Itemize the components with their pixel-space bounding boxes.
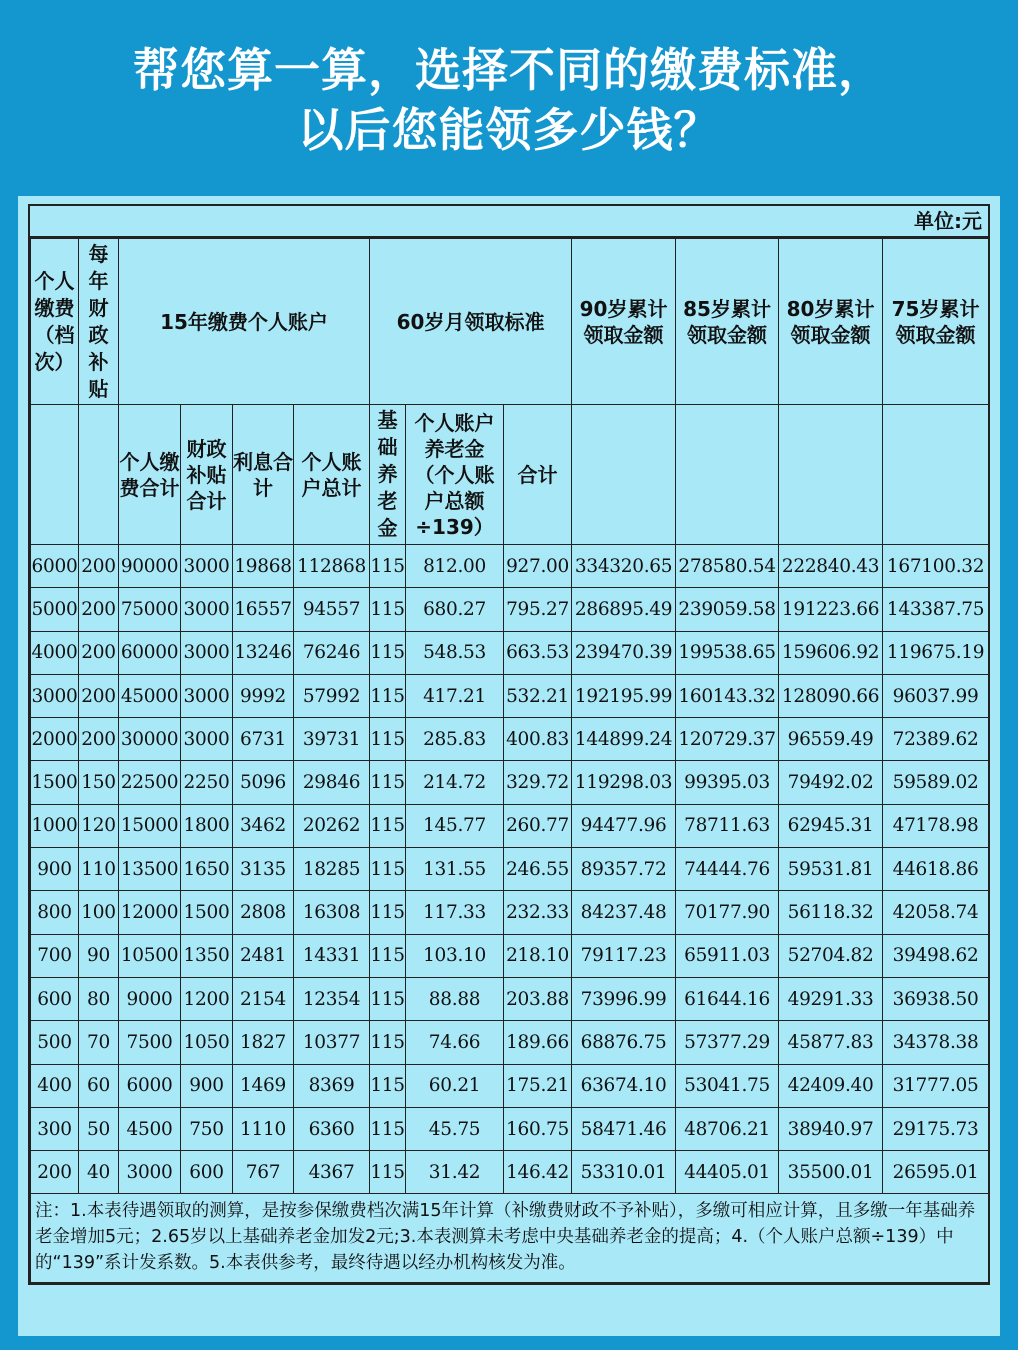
- table-cell: 200: [79, 588, 119, 631]
- table-row: [31, 934, 989, 977]
- table-cell: 58471.46: [572, 1107, 676, 1150]
- table-cell: 278580.54: [676, 545, 779, 588]
- table-cell: 57992: [294, 674, 370, 717]
- header-cum-75: 75岁累计领取金额: [883, 239, 989, 405]
- table-cell: 115: [370, 1107, 406, 1150]
- table-row: [31, 1064, 989, 1107]
- table-row: [31, 761, 989, 804]
- header-cum-80: 80岁累计领取金额: [779, 239, 883, 405]
- table-cell: 31.42: [406, 1151, 504, 1194]
- table-cell: 115: [370, 891, 406, 934]
- table-cell: 90: [79, 934, 119, 977]
- table-cell: 334320.65: [572, 545, 676, 588]
- table-cell: 89357.72: [572, 848, 676, 891]
- table-cell: 222840.43: [779, 545, 883, 588]
- table-cell: 400: [31, 1064, 79, 1107]
- table-cell: 8369: [294, 1064, 370, 1107]
- table-cell: 115: [370, 588, 406, 631]
- table-cell: 73996.99: [572, 977, 676, 1020]
- table-cell: 50: [79, 1107, 119, 1150]
- header-monthly-60: 60岁月领取标准: [370, 239, 572, 405]
- table-cell: 1469: [233, 1064, 294, 1107]
- table-cell: 3135: [233, 848, 294, 891]
- table-row: [31, 545, 989, 588]
- table-cell: 128090.66: [779, 674, 883, 717]
- table-cell: 26595.01: [883, 1151, 989, 1194]
- table-cell: 10377: [294, 1021, 370, 1064]
- table-cell: 84237.48: [572, 891, 676, 934]
- table-cell: 59531.81: [779, 848, 883, 891]
- table-cell: 191223.66: [779, 588, 883, 631]
- table-cell: 260.77: [504, 804, 572, 847]
- table-cell: 44618.86: [883, 848, 989, 891]
- table-cell: 10500: [119, 934, 181, 977]
- table-cell: 12000: [119, 891, 181, 934]
- table-cell: 80: [79, 977, 119, 1020]
- table-cell: 31777.05: [883, 1064, 989, 1107]
- table-cell: 175.21: [504, 1064, 572, 1107]
- table-cell: 167100.32: [883, 545, 989, 588]
- table-cell: 15000: [119, 804, 181, 847]
- header-level: 个人缴费（档次）: [31, 239, 79, 405]
- table-cell: 52704.82: [779, 934, 883, 977]
- table-cell: 159606.92: [779, 631, 883, 674]
- header-empty: [79, 405, 119, 545]
- table-cell: 200: [79, 718, 119, 761]
- table-cell: 1000: [31, 804, 79, 847]
- table-cell: 1500: [31, 761, 79, 804]
- table-cell: 78711.63: [676, 804, 779, 847]
- table-cell: 88.88: [406, 977, 504, 1020]
- table-cell: 200: [79, 631, 119, 674]
- header-gov-total: 财政补贴合计: [181, 405, 233, 545]
- table-cell: 663.53: [504, 631, 572, 674]
- table-cell: 2481: [233, 934, 294, 977]
- table-cell: 7500: [119, 1021, 181, 1064]
- table-cell: 45877.83: [779, 1021, 883, 1064]
- table-cell: 143387.75: [883, 588, 989, 631]
- table-cell: 145.77: [406, 804, 504, 847]
- table-cell: 285.83: [406, 718, 504, 761]
- table-cell: 750: [181, 1107, 233, 1150]
- table-row: [31, 588, 989, 631]
- table-cell: 20262: [294, 804, 370, 847]
- table-cell: 100: [79, 891, 119, 934]
- table-cell: 65911.03: [676, 934, 779, 977]
- table-cell: 218.10: [504, 934, 572, 977]
- table-row: [31, 1107, 989, 1150]
- table-cell: 203.88: [504, 977, 572, 1020]
- table-cell: 45000: [119, 674, 181, 717]
- table-cell: 800: [31, 891, 79, 934]
- table-cell: 42409.40: [779, 1064, 883, 1107]
- table-row: [31, 1151, 989, 1194]
- table-cell: 75000: [119, 588, 181, 631]
- table-cell: 34378.38: [883, 1021, 989, 1064]
- table-cell: 600: [31, 977, 79, 1020]
- table-cell: 115: [370, 1064, 406, 1107]
- table-cell: 42058.74: [883, 891, 989, 934]
- table-row: [31, 891, 989, 934]
- header-empty: [676, 405, 779, 545]
- table-row: [31, 631, 989, 674]
- pension-table: [30, 238, 989, 1283]
- table-cell: 39731: [294, 718, 370, 761]
- table-cell: 60: [79, 1064, 119, 1107]
- table-cell: 90000: [119, 545, 181, 588]
- table-cell: 56118.32: [779, 891, 883, 934]
- table-cell: 4500: [119, 1107, 181, 1150]
- table-cell: 3000: [181, 545, 233, 588]
- table-cell: 700: [31, 934, 79, 977]
- header-empty: [883, 405, 989, 545]
- table-row: [31, 848, 989, 891]
- table-cell: 112868: [294, 545, 370, 588]
- table-cell: 70177.90: [676, 891, 779, 934]
- pension-sheet: [18, 196, 1000, 1336]
- table-cell: 1827: [233, 1021, 294, 1064]
- table-cell: 329.72: [504, 761, 572, 804]
- table-cell: 79117.23: [572, 934, 676, 977]
- table-cell: 115: [370, 631, 406, 674]
- table-cell: 600: [181, 1151, 233, 1194]
- table-cell: 119298.03: [572, 761, 676, 804]
- table-cell: 400.83: [504, 718, 572, 761]
- table-cell: 900: [181, 1064, 233, 1107]
- table-cell: 18285: [294, 848, 370, 891]
- table-cell: 812.00: [406, 545, 504, 588]
- table-cell: 199538.65: [676, 631, 779, 674]
- table-cell: 115: [370, 848, 406, 891]
- headline: [0, 40, 1018, 160]
- table-row: [31, 674, 989, 717]
- table-cell: 548.53: [406, 631, 504, 674]
- table-cell: 3000: [181, 631, 233, 674]
- table-cell: 68876.75: [572, 1021, 676, 1064]
- table-cell: 115: [370, 718, 406, 761]
- table-cell: 6000: [31, 545, 79, 588]
- table-cell: 76246: [294, 631, 370, 674]
- table-cell: 1800: [181, 804, 233, 847]
- table-cell: 200: [31, 1151, 79, 1194]
- table-cell: 22500: [119, 761, 181, 804]
- table-row: [31, 804, 989, 847]
- table-cell: 30000: [119, 718, 181, 761]
- table-cell: 192195.99: [572, 674, 676, 717]
- table-cell: 45.75: [406, 1107, 504, 1150]
- header-interest-total: 利息合计: [233, 405, 294, 545]
- table-cell: 16308: [294, 891, 370, 934]
- table-cell: 48706.21: [676, 1107, 779, 1150]
- table-row: [31, 977, 989, 1020]
- table-cell: 115: [370, 804, 406, 847]
- table-cell: 94557: [294, 588, 370, 631]
- header-empty: [779, 405, 883, 545]
- table-cell: 3000: [31, 674, 79, 717]
- table-cell: 110: [79, 848, 119, 891]
- table-cell: 2808: [233, 891, 294, 934]
- table-cell: 6360: [294, 1107, 370, 1150]
- table-cell: 115: [370, 934, 406, 977]
- table-cell: 2000: [31, 718, 79, 761]
- table-cell: 2250: [181, 761, 233, 804]
- table-cell: 160143.32: [676, 674, 779, 717]
- header-basic-pension: 基础养老金: [370, 405, 406, 545]
- table-cell: 131.55: [406, 848, 504, 891]
- table-cell: 53310.01: [572, 1151, 676, 1194]
- headline-line-2: 以后您能领多少钱？: [297, 103, 721, 157]
- header-empty: [572, 405, 676, 545]
- table-cell: 117.33: [406, 891, 504, 934]
- table-cell: 9000: [119, 977, 181, 1020]
- table-cell: 16557: [233, 588, 294, 631]
- table-cell: 214.72: [406, 761, 504, 804]
- table-cell: 29175.73: [883, 1107, 989, 1150]
- table-cell: 1350: [181, 934, 233, 977]
- table-cell: 12354: [294, 977, 370, 1020]
- pension-table-frame: [28, 204, 990, 1285]
- table-cell: 74.66: [406, 1021, 504, 1064]
- table-cell: 1110: [233, 1107, 294, 1150]
- table-cell: 3000: [181, 588, 233, 631]
- table-cell: 74444.76: [676, 848, 779, 891]
- header-cum-90: 90岁累计领取金额: [572, 239, 676, 405]
- table-cell: 119675.19: [883, 631, 989, 674]
- table-cell: 3000: [181, 674, 233, 717]
- table-cell: 200: [79, 545, 119, 588]
- table-cell: 35500.01: [779, 1151, 883, 1194]
- table-cell: 5096: [233, 761, 294, 804]
- header-subsidy: 每年财政补贴: [79, 239, 119, 405]
- table-cell: 59589.02: [883, 761, 989, 804]
- table-cell: 72389.62: [883, 718, 989, 761]
- table-cell: 115: [370, 545, 406, 588]
- table-cell: 115: [370, 977, 406, 1020]
- table-cell: 900: [31, 848, 79, 891]
- table-cell: 189.66: [504, 1021, 572, 1064]
- table-cell: 99395.03: [676, 761, 779, 804]
- table-cell: 6731: [233, 718, 294, 761]
- table-cell: 239470.39: [572, 631, 676, 674]
- table-cell: 40: [79, 1151, 119, 1194]
- table-cell: 79492.02: [779, 761, 883, 804]
- table-cell: 9992: [233, 674, 294, 717]
- table-cell: 96559.49: [779, 718, 883, 761]
- table-cell: 160.75: [504, 1107, 572, 1150]
- header-sum: 合计: [504, 405, 572, 545]
- table-cell: 115: [370, 761, 406, 804]
- table-cell: 417.21: [406, 674, 504, 717]
- table-cell: 49291.33: [779, 977, 883, 1020]
- table-cell: 3462: [233, 804, 294, 847]
- table-cell: 1500: [181, 891, 233, 934]
- header-empty: [31, 405, 79, 545]
- table-cell: 94477.96: [572, 804, 676, 847]
- table-cell: 300: [31, 1107, 79, 1150]
- headline-line-1: 帮您算一算，选择不同的缴费标准，: [133, 43, 885, 97]
- table-cell: 6000: [119, 1064, 181, 1107]
- table-cell: 38940.97: [779, 1107, 883, 1150]
- table-cell: 200: [79, 674, 119, 717]
- table-body: [31, 545, 989, 1194]
- header-account-total: 个人账户总计: [294, 405, 370, 545]
- table-cell: 70: [79, 1021, 119, 1064]
- table-cell: 5000: [31, 588, 79, 631]
- table-cell: 115: [370, 1021, 406, 1064]
- table-cell: 246.55: [504, 848, 572, 891]
- header-cum-85: 85岁累计领取金额: [676, 239, 779, 405]
- table-cell: 3000: [119, 1151, 181, 1194]
- table-cell: 44405.01: [676, 1151, 779, 1194]
- table-cell: 239059.58: [676, 588, 779, 631]
- header-personal-total: 个人缴费合计: [119, 405, 181, 545]
- table-cell: 2154: [233, 977, 294, 1020]
- table-cell: 62945.31: [779, 804, 883, 847]
- table-cell: 795.27: [504, 588, 572, 631]
- table-cell: 680.27: [406, 588, 504, 631]
- table-cell: 115: [370, 674, 406, 717]
- table-cell: 1050: [181, 1021, 233, 1064]
- table-cell: 120: [79, 804, 119, 847]
- table-cell: 60.21: [406, 1064, 504, 1107]
- table-cell: 61644.16: [676, 977, 779, 1020]
- table-cell: 1200: [181, 977, 233, 1020]
- table-cell: 57377.29: [676, 1021, 779, 1064]
- table-cell: 3000: [181, 718, 233, 761]
- table-cell: 115: [370, 1151, 406, 1194]
- table-cell: 4000: [31, 631, 79, 674]
- table-cell: 232.33: [504, 891, 572, 934]
- table-cell: 14331: [294, 934, 370, 977]
- table-cell: 60000: [119, 631, 181, 674]
- table-cell: 39498.62: [883, 934, 989, 977]
- table-cell: 150: [79, 761, 119, 804]
- unit-label: 单位:元: [30, 206, 988, 238]
- table-cell: 19868: [233, 545, 294, 588]
- table-cell: 532.21: [504, 674, 572, 717]
- table-cell: 927.00: [504, 545, 572, 588]
- table-cell: 29846: [294, 761, 370, 804]
- table-cell: 103.10: [406, 934, 504, 977]
- header-account-pension: 个人账户养老金（个人账户总额÷139）: [406, 405, 504, 545]
- table-cell: 500: [31, 1021, 79, 1064]
- table-cell: 96037.99: [883, 674, 989, 717]
- footnote: 注：1.本表待遇领取的测算，是按参保缴费档次满15年计算（补缴费财政不予补贴），多缴可相应计算，且多缴一年基础养老金增加5元；2.65岁以上基础养老金加发2元;3.本表测算未考虑中央基础养老金的提高；4.（个人账户总额÷139）中的“139”系计发系数。5.本表供参考，最终待遇以经办机构核发为准。: [31, 1194, 989, 1283]
- table-row: [31, 718, 989, 761]
- table-cell: 286895.49: [572, 588, 676, 631]
- table-cell: 13500: [119, 848, 181, 891]
- table-cell: 63674.10: [572, 1064, 676, 1107]
- table-cell: 144899.24: [572, 718, 676, 761]
- table-cell: 146.42: [504, 1151, 572, 1194]
- header-account-15y: 15年缴费个人账户: [119, 239, 370, 405]
- table-cell: 36938.50: [883, 977, 989, 1020]
- table-cell: 53041.75: [676, 1064, 779, 1107]
- table-cell: 47178.98: [883, 804, 989, 847]
- table-row: [31, 1021, 989, 1064]
- table-cell: 767: [233, 1151, 294, 1194]
- table-cell: 4367: [294, 1151, 370, 1194]
- table-cell: 1650: [181, 848, 233, 891]
- table-cell: 13246: [233, 631, 294, 674]
- table-cell: 120729.37: [676, 718, 779, 761]
